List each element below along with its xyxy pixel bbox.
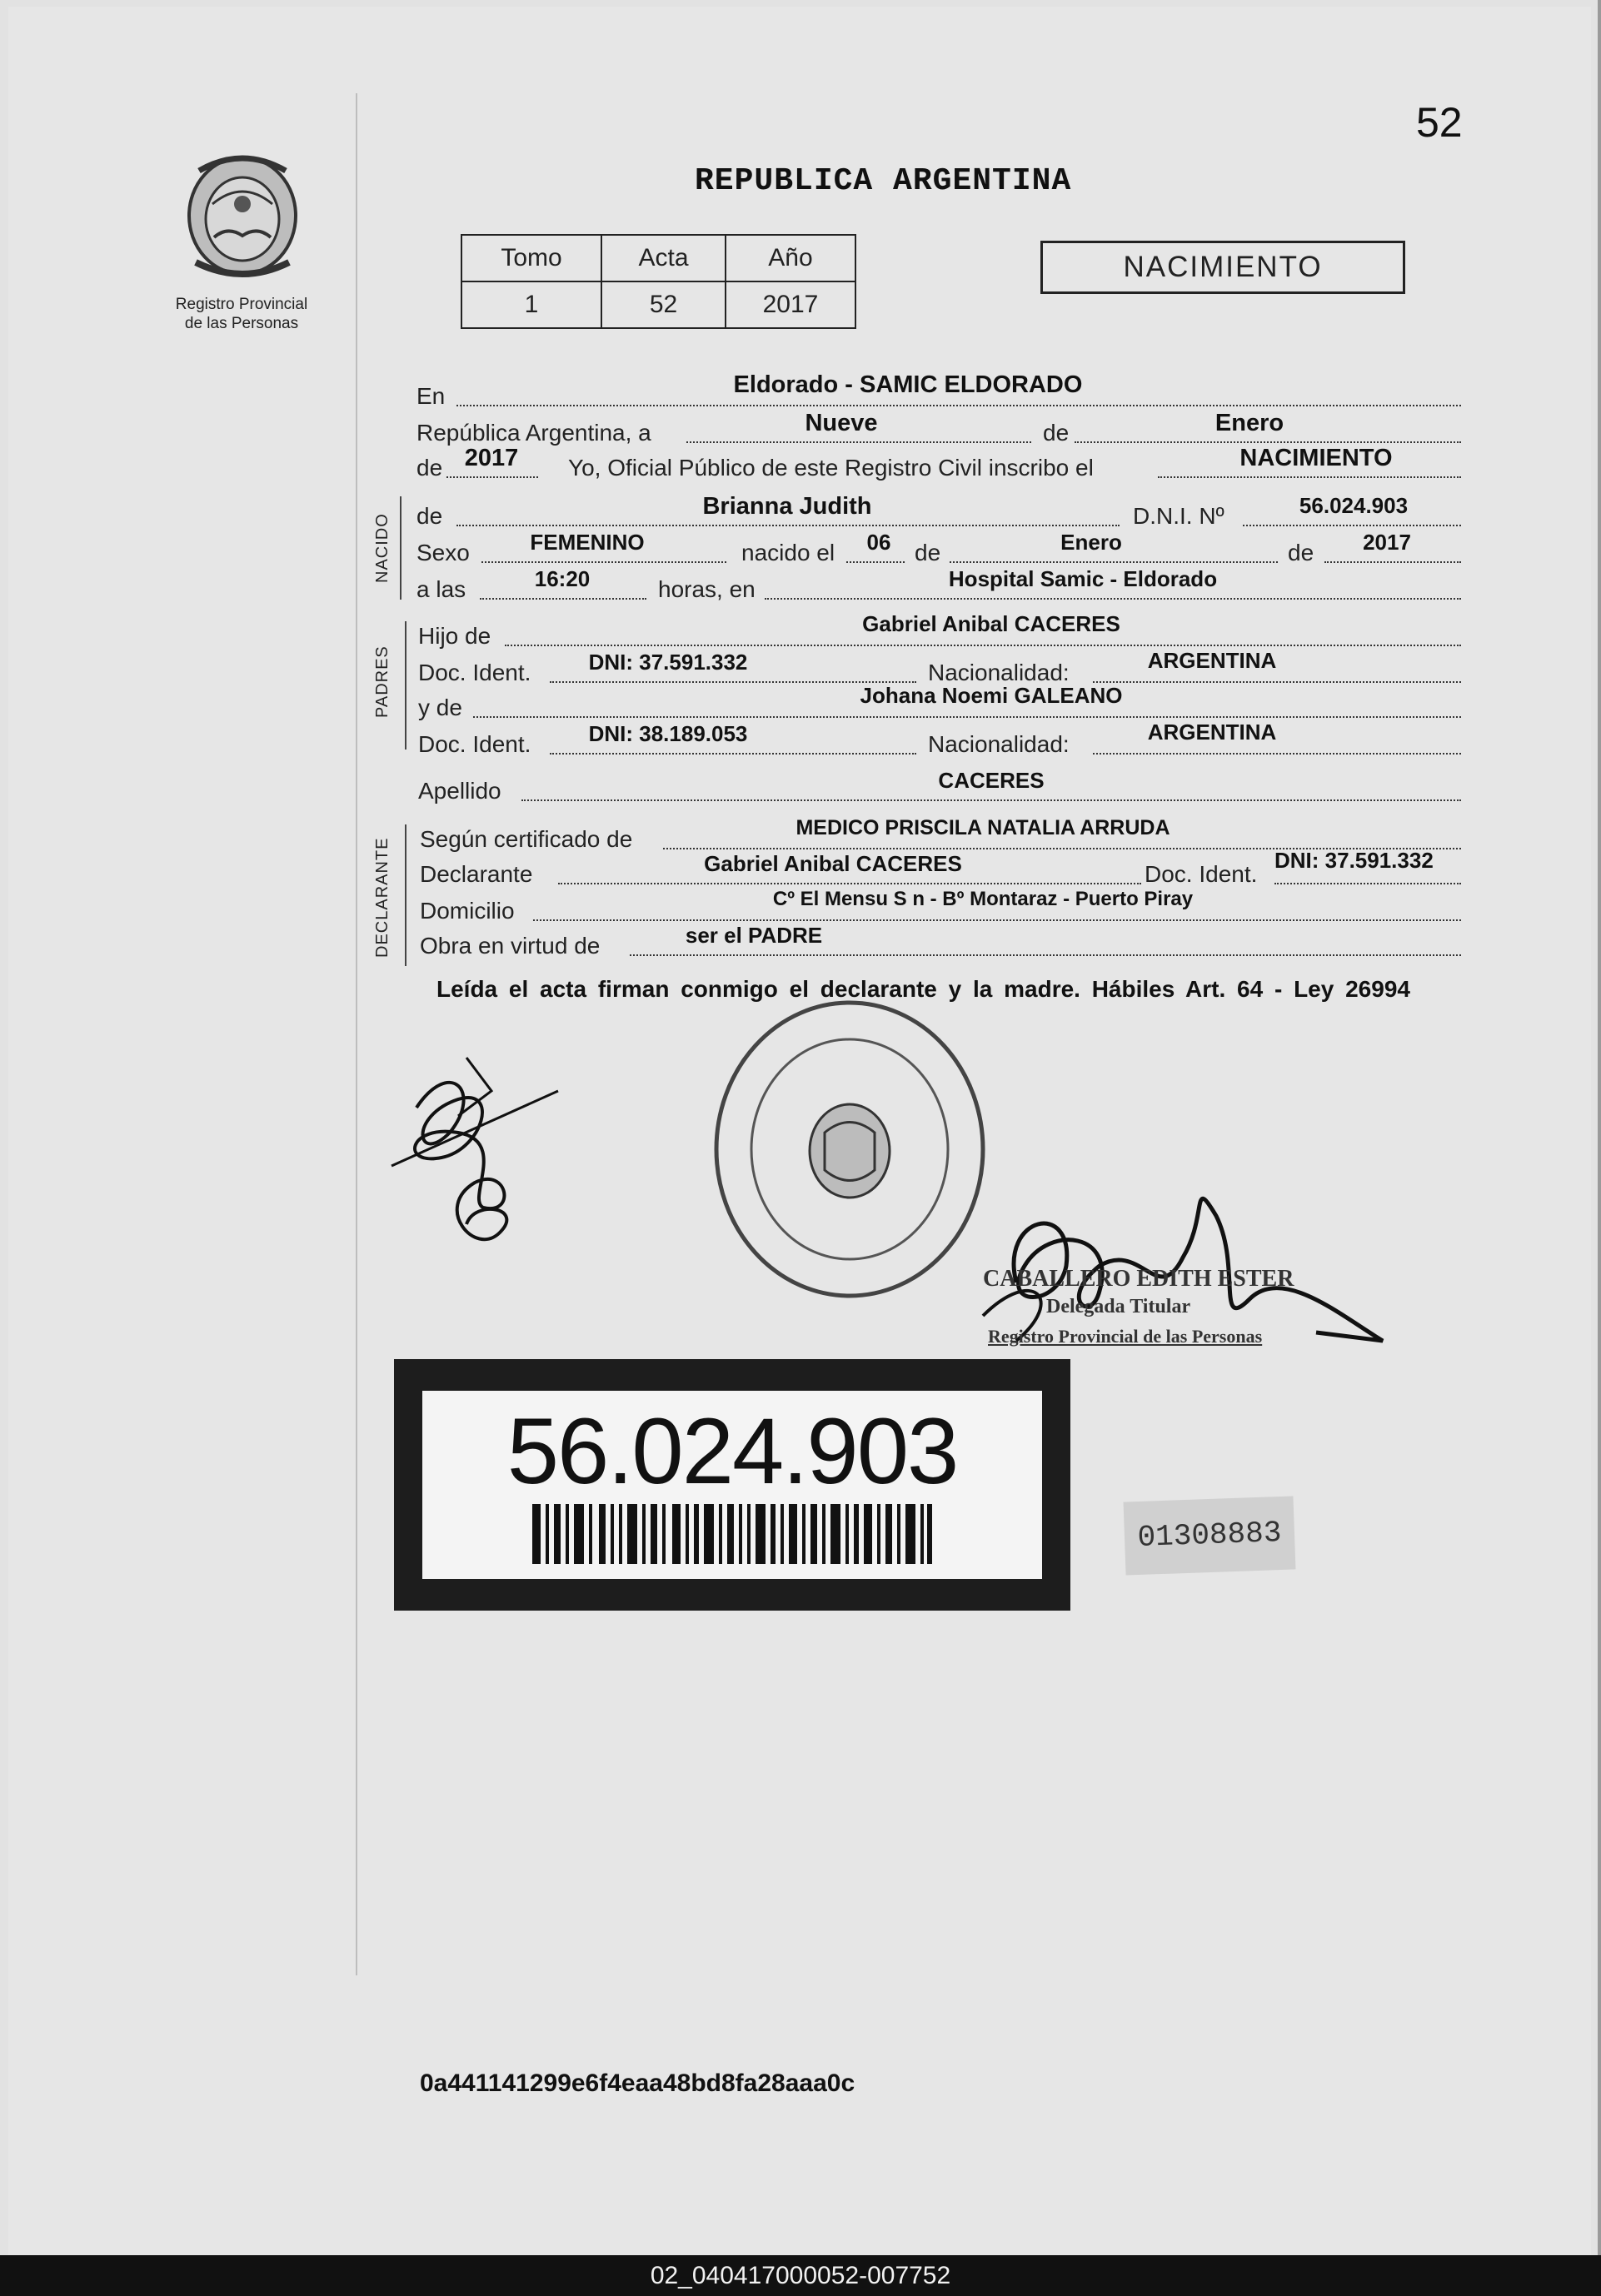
officer-role: Delegada Titular bbox=[1046, 1296, 1191, 1317]
label-dni: D.N.I. Nº bbox=[1133, 503, 1224, 529]
field-dni: 56.024.903 bbox=[1299, 493, 1409, 518]
document-hash: 0a441141299e6f4eaa48bd8fa28aaa0c bbox=[420, 2069, 855, 2097]
registry-table-value-row bbox=[461, 281, 855, 328]
value-acta: 52 bbox=[601, 281, 726, 328]
field-declarante-doc: DNI: 37.591.332 bbox=[1274, 848, 1434, 873]
label-y-de: y de bbox=[418, 695, 462, 720]
declarant-signature bbox=[383, 1041, 566, 1266]
field-dia-nac: 06 bbox=[866, 530, 891, 555]
field-madre: Johana Noemi GALEANO bbox=[860, 683, 1123, 708]
barcode-bars bbox=[532, 1504, 932, 1564]
dotted-line bbox=[481, 561, 726, 563]
margin-rule bbox=[356, 93, 357, 1975]
dotted-line bbox=[846, 561, 905, 563]
dotted-line bbox=[550, 753, 916, 755]
label-nacido-el: nacido el bbox=[741, 540, 835, 565]
field-hora: 16:20 bbox=[534, 566, 591, 591]
label-apellido: Apellido bbox=[418, 778, 501, 804]
field-domicilio: Cº El Mensu S n - Bº Montaraz - Puerto Piray bbox=[772, 888, 1194, 910]
page-number: 52 bbox=[1416, 99, 1463, 146]
value-tomo: 1 bbox=[461, 281, 601, 328]
dotted-line bbox=[686, 441, 1031, 443]
dotted-line bbox=[473, 716, 1461, 718]
field-madre-nac: ARGENTINA bbox=[1147, 720, 1277, 745]
label-yo-oficial: Yo, Oficial Público de este Registro Civil inscribo el bbox=[568, 455, 1094, 481]
section-bracket bbox=[405, 824, 406, 966]
value-anio: 2017 bbox=[726, 281, 855, 328]
official-seal bbox=[708, 991, 991, 1307]
field-mes: Enero bbox=[1214, 410, 1284, 436]
barcode-label bbox=[394, 1359, 1070, 1611]
field-padre-nac: ARGENTINA bbox=[1147, 648, 1277, 673]
officer-office: Registro Provincial de las Personas bbox=[988, 1326, 1263, 1347]
label-republica: República Argentina, a bbox=[416, 420, 651, 446]
dotted-line bbox=[521, 799, 1461, 801]
registry-table bbox=[461, 234, 856, 329]
field-mes-nac: Enero bbox=[1060, 530, 1122, 555]
field-tipo-inscripcion: NACIMIENTO bbox=[1239, 445, 1393, 471]
field-padre: Gabriel Anibal CACERES bbox=[862, 611, 1120, 636]
label-sexo: Sexo bbox=[416, 540, 470, 565]
dotted-line bbox=[558, 883, 1141, 884]
dotted-line bbox=[446, 476, 538, 478]
label-declarante: Declarante bbox=[420, 861, 533, 887]
section-bracket bbox=[400, 496, 401, 600]
dotted-line bbox=[533, 919, 1461, 921]
label-en: En bbox=[416, 383, 446, 409]
closing-statement: Leída el acta firman conmigo el declarante y la madre. Hábiles Art. 64 - Ley 26994 bbox=[436, 976, 1410, 1002]
logo-caption-line2: de las Personas bbox=[184, 315, 299, 332]
misiones-coat-of-arms-logo bbox=[179, 146, 306, 286]
field-en-virtud: ser el PADRE bbox=[685, 923, 823, 948]
header-tomo: Tomo bbox=[461, 235, 601, 281]
dotted-line bbox=[630, 954, 1461, 956]
field-declarante: Gabriel Anibal CACERES bbox=[704, 851, 962, 876]
label-domicilio: Domicilio bbox=[420, 898, 515, 924]
label-de-mes: de bbox=[1043, 420, 1070, 446]
serial-number: 01308883 bbox=[1124, 1496, 1296, 1575]
label-segun-certificado: Según certificado de bbox=[420, 826, 633, 852]
barcode-number: 56.024.903 bbox=[506, 1399, 958, 1503]
label-obra-en-virtud: Obra en virtud de bbox=[420, 933, 601, 959]
dotted-line bbox=[1324, 561, 1461, 563]
side-label-declarante: DECLARANTE bbox=[373, 837, 392, 958]
label-de-anio-nac: de bbox=[1288, 540, 1314, 565]
field-lugar-nac: Hospital Samic - Eldorado bbox=[948, 566, 1218, 591]
field-certificado: MEDICO PRISCILA NATALIA ARRUDA bbox=[796, 816, 1170, 839]
field-nombre: Brianna Judith bbox=[702, 493, 872, 520]
header-acta: Acta bbox=[601, 235, 726, 281]
dotted-line bbox=[1093, 753, 1461, 755]
field-apellido: CACERES bbox=[938, 768, 1045, 793]
scan-footer bbox=[0, 2255, 1601, 2296]
label-doc-ident-padre: Doc. Ident. bbox=[418, 660, 531, 685]
dotted-line bbox=[456, 525, 1120, 526]
officer-name: CABALLERO EDITH ESTER bbox=[983, 1266, 1294, 1292]
label-de-anio: de bbox=[416, 455, 443, 481]
footer-id: 02_040417000052-007752 bbox=[650, 2262, 951, 2289]
field-dia: Nueve bbox=[805, 410, 878, 436]
dotted-line bbox=[480, 598, 646, 600]
logo-caption-line1: Registro Provincial bbox=[175, 296, 308, 313]
dotted-line bbox=[505, 645, 1461, 646]
dotted-line bbox=[1274, 883, 1461, 884]
label-hijo-de: Hijo de bbox=[418, 623, 491, 649]
logo-caption bbox=[158, 295, 325, 333]
header-anio: Año bbox=[726, 235, 855, 281]
dotted-line bbox=[1158, 476, 1461, 478]
field-sexo: FEMENINO bbox=[530, 530, 645, 555]
label-doc-ident-declarante: Doc. Ident. bbox=[1145, 861, 1258, 887]
record-type-box: NACIMIENTO bbox=[1040, 241, 1405, 294]
dotted-line bbox=[1243, 525, 1461, 526]
document-title: REPUBLICA ARGENTINA bbox=[695, 163, 1072, 199]
dotted-line bbox=[950, 561, 1278, 563]
dotted-line bbox=[1075, 441, 1461, 443]
dotted-line bbox=[456, 405, 1461, 406]
section-bracket bbox=[405, 621, 406, 750]
field-anio-nac: 2017 bbox=[1363, 530, 1411, 555]
label-doc-ident-madre: Doc. Ident. bbox=[418, 731, 531, 757]
registry-table-header-row bbox=[461, 235, 855, 281]
field-padre-doc: DNI: 37.591.332 bbox=[588, 650, 748, 675]
side-label-nacido: NACIDO bbox=[373, 513, 392, 583]
label-nacionalidad-madre: Nacionalidad: bbox=[928, 731, 1070, 757]
side-label-padres: PADRES bbox=[373, 645, 392, 718]
label-horas-en: horas, en bbox=[658, 576, 756, 602]
dotted-line bbox=[765, 598, 1461, 600]
label-a-las: a las bbox=[416, 576, 466, 602]
label-de-mes-nac: de bbox=[915, 540, 941, 565]
label-nacionalidad-padre: Nacionalidad: bbox=[928, 660, 1070, 685]
barcode-inner bbox=[422, 1391, 1042, 1579]
field-anio: 2017 bbox=[464, 445, 519, 471]
field-lugar: Eldorado - SAMIC ELDORADO bbox=[733, 371, 1083, 398]
field-madre-doc: DNI: 38.189.053 bbox=[588, 721, 748, 746]
label-de-nombre: de bbox=[416, 503, 443, 529]
